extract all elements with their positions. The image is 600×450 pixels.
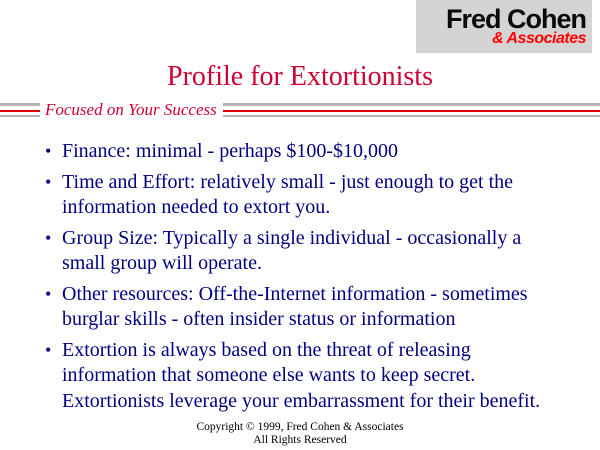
stripe-gray-top — [0, 103, 40, 106]
rights-line: All Rights Reserved — [253, 434, 347, 446]
bullet-text: Group Size: Typically a single individual - occasionally a small group will operate. — [62, 226, 522, 274]
stripe-red-middle — [223, 110, 600, 112]
bullet-marker: • — [45, 283, 52, 304]
bullet-marker: • — [45, 339, 52, 360]
stripe-gray-bottom — [0, 115, 40, 117]
bullet-marker: • — [45, 141, 52, 161]
bullet-text: Finance: minimal - perhaps $100-$10,000 — [62, 140, 399, 162]
company-logo — [416, 0, 592, 53]
bullet-marker: • — [45, 227, 52, 248]
copyright-footer — [0, 421, 600, 447]
tagline-banner — [0, 98, 600, 122]
bullet-marker: • — [45, 171, 52, 192]
list-item — [45, 282, 557, 333]
stripe-gray-bottom — [223, 115, 600, 117]
stripe-gray-top — [223, 103, 600, 106]
copyright-line: Copyright © 1999, Fred Cohen & Associates — [196, 421, 404, 433]
tagline-text: Focused on Your Success — [45, 100, 217, 119]
logo-company-name: Fred Cohen — [445, 4, 586, 34]
bullet-list — [45, 139, 557, 419]
list-item — [45, 170, 557, 221]
list-item — [45, 226, 557, 277]
tagline-stripes-left — [0, 98, 40, 122]
list-item — [45, 139, 557, 165]
list-item — [45, 338, 557, 415]
tagline-stripes-right — [223, 98, 600, 122]
bullet-text: Extortion is always based on the threat of releasing information that someone else wants to keep secret. Extortionists leverage your embarrassment for their benefit. — [62, 338, 541, 412]
logo-company-suffix: & Associates — [492, 30, 586, 47]
bullet-text: Time and Effort: relatively small - just enough to get the information needed to extort you. — [62, 170, 514, 218]
stripe-red-middle — [0, 110, 40, 112]
page-title: Profile for Extortionists — [167, 61, 433, 92]
bullet-text: Other resources: Off-the-Internet information - sometimes burglar skills - often insider status or information — [62, 282, 528, 330]
